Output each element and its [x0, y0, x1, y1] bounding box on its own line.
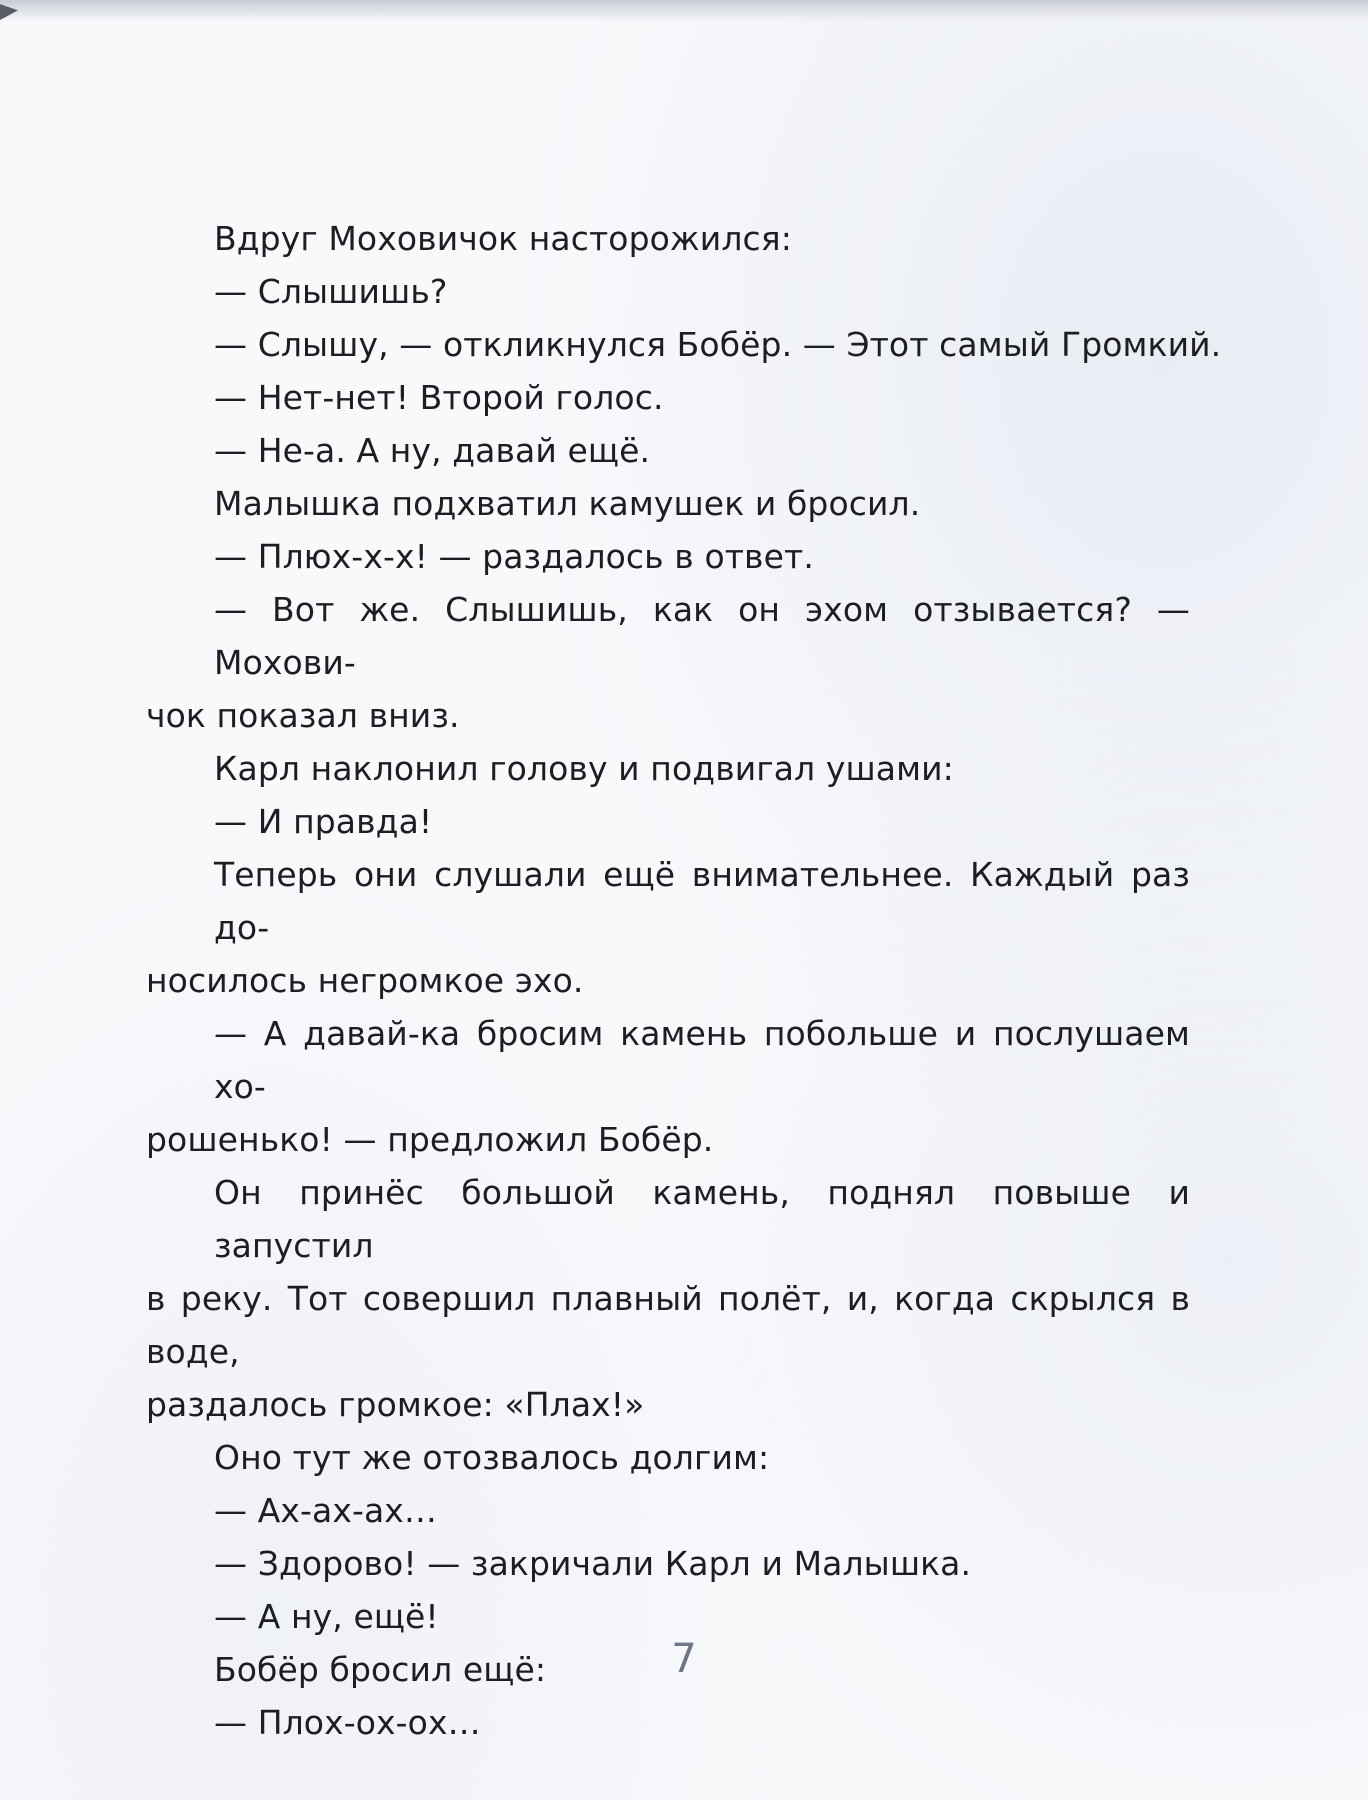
text-line-8: — Вот же. Слышишь, как он эхом отзывается? — Мохови-	[214, 590, 1190, 682]
text-line-6: Малышка подхватил камушек и бросил.	[214, 484, 921, 523]
text-line-1: Вдруг Моховичок насторожился:	[214, 219, 792, 258]
text-line-18: раздалось громкое: «Плах!»	[146, 1385, 645, 1424]
text-line-24: — Плох-ох-ох…	[214, 1703, 481, 1742]
text-line-5: — Не-а. А ну, давай ещё.	[214, 431, 651, 470]
story-text	[146, 212, 1222, 1749]
text-line-15: рошенько! — предложил Бобёр.	[146, 1120, 714, 1159]
page-top-edge	[0, 0, 1368, 22]
page-number: 7	[671, 1636, 697, 1682]
text-line-7: — Плюх-х-х! — раздалось в ответ.	[214, 537, 814, 576]
text-line-23: Бобёр бросил ещё:	[214, 1650, 547, 1689]
text-line-12: Теперь они слушали ещё внимательнее. Каждый раз до-	[214, 855, 1190, 947]
text-line-2: — Слышишь?	[214, 272, 448, 311]
text-line-16: Он принёс большой камень, поднял повыше и запустил	[214, 1173, 1190, 1265]
text-line-3: — Слышу, — откликнулся Бобёр. — Этот самый Громкий.	[214, 325, 1222, 364]
text-line-20: — Ах-ах-ах…	[214, 1491, 438, 1530]
text-line-10: Карл наклонил голову и подвигал ушами:	[214, 749, 954, 788]
text-line-17: в реку. Тот совершил плавный полёт, и, когда скрылся в воде,	[146, 1279, 1190, 1371]
text-line-4: — Нет-нет! Второй голос.	[214, 378, 664, 417]
text-line-9: чок показал вниз.	[146, 696, 460, 735]
text-line-19: Оно тут же отозвалось долгим:	[214, 1438, 770, 1477]
text-line-22: — А ну, ещё!	[214, 1597, 439, 1636]
text-line-11: — И правда!	[214, 802, 433, 841]
text-line-14: — А давай-ка бросим камень побольше и послушаем хо-	[214, 1014, 1190, 1106]
text-line-13: носилось негромкое эхо.	[146, 961, 584, 1000]
text-line-21: — Здорово! — закричали Карл и Малышка.	[214, 1544, 972, 1583]
